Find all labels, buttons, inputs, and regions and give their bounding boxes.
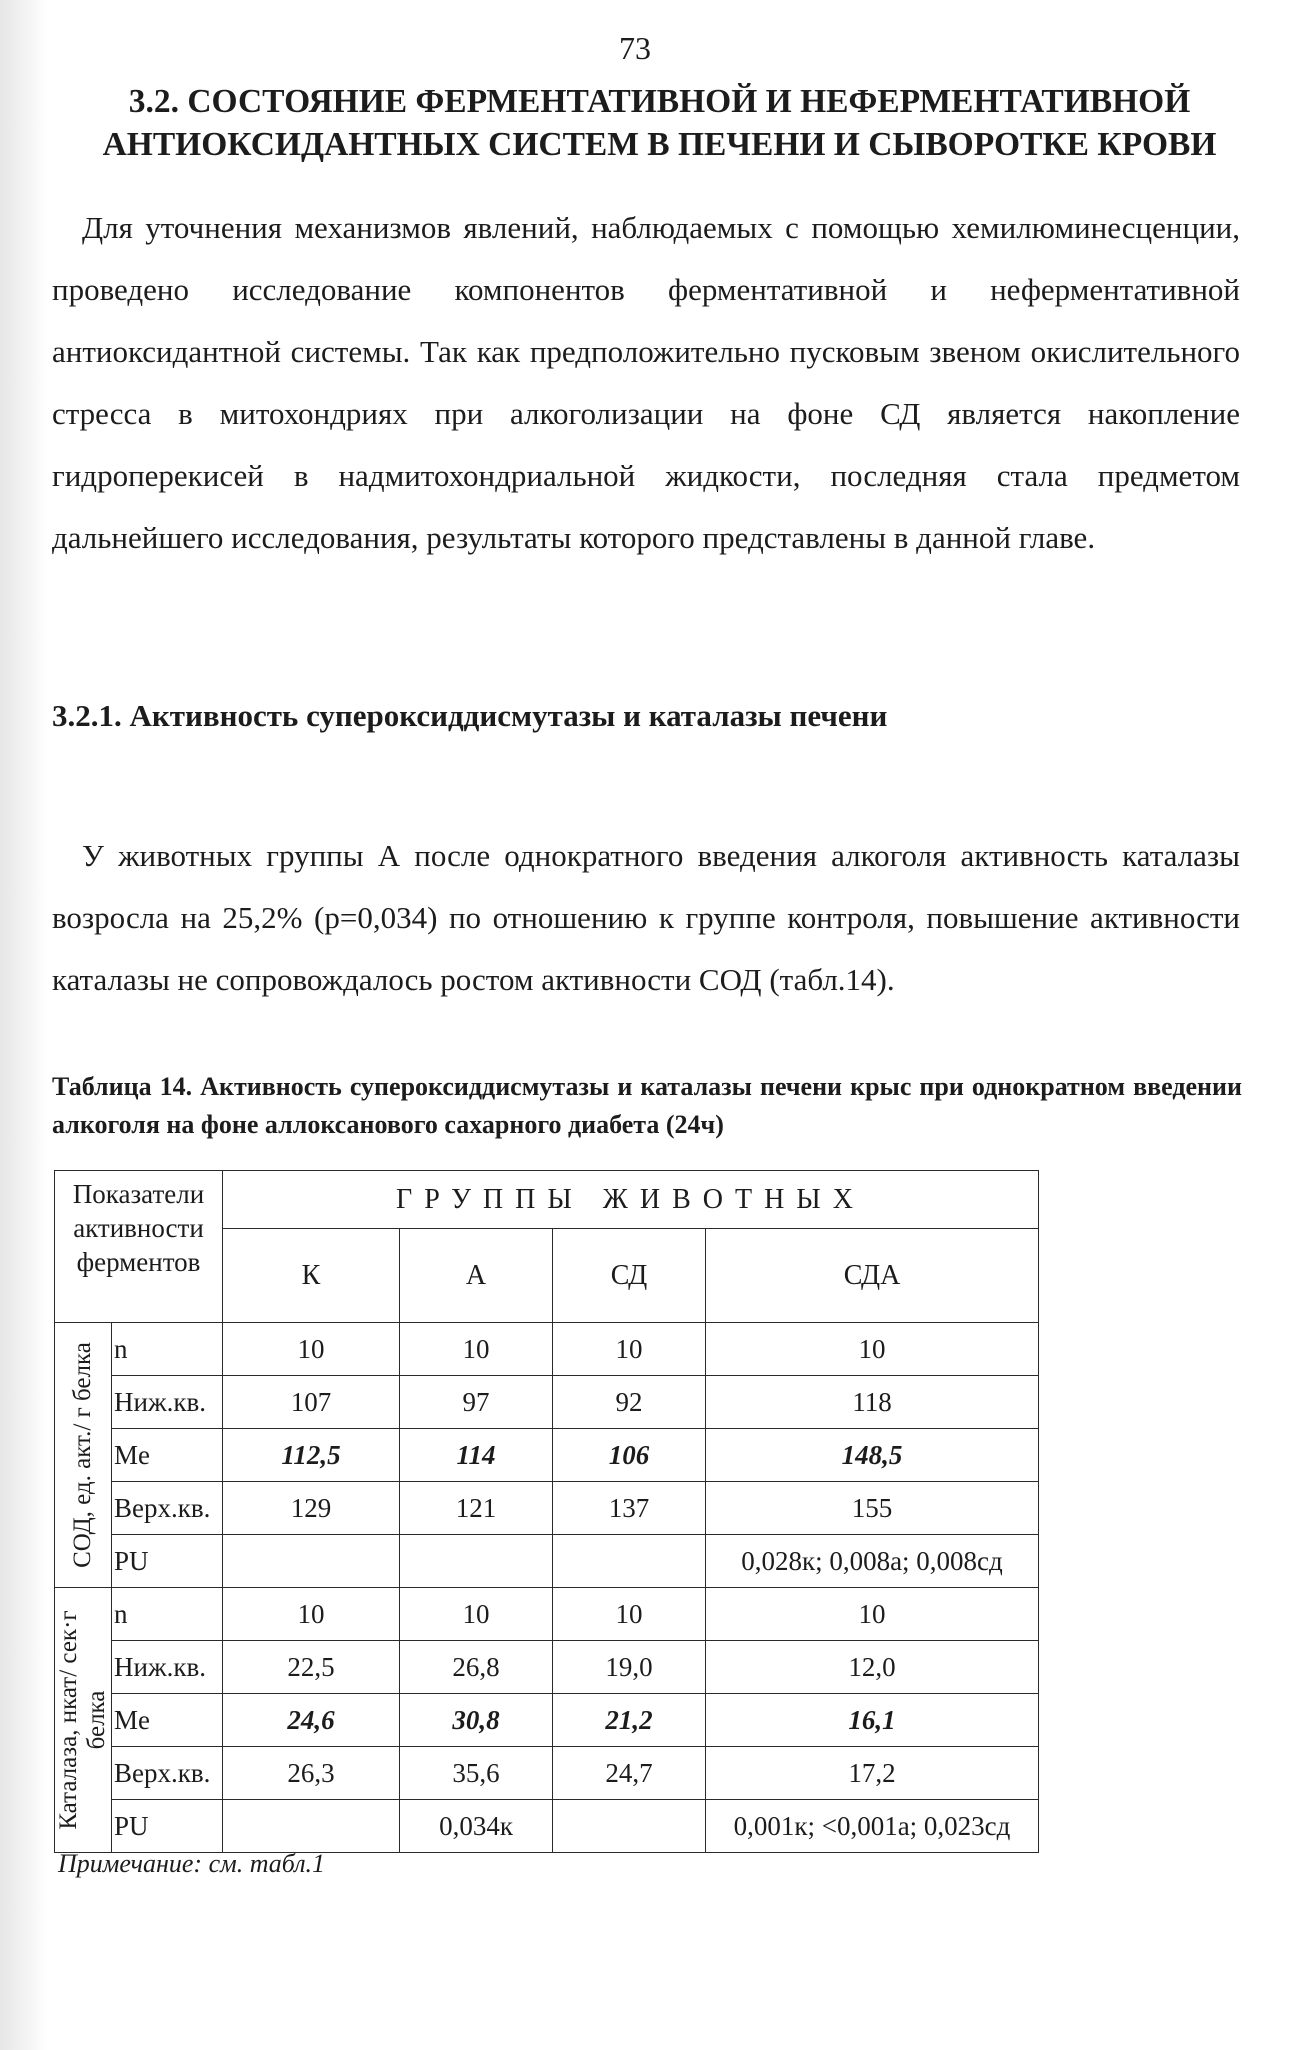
table-cell-pvalue: 0,034к bbox=[400, 1800, 553, 1853]
row-label: n bbox=[112, 1588, 223, 1641]
table-cell: 10 bbox=[400, 1323, 553, 1376]
table-cell: 121 bbox=[400, 1482, 553, 1535]
table-cell-median: 30,8 bbox=[400, 1694, 553, 1747]
table-cell-median: 16,1 bbox=[706, 1694, 1039, 1747]
results-paragraph: У животных группы А после однократного введения алкоголя активность каталазы возросла на 25,2% (р=0,034) по отношению к группе контроля, повышение активности каталазы не сопровождалось ростом активности СОД (табл.14). bbox=[52, 838, 1240, 997]
groups-header: ГРУППЫ ЖИВОТНЫХ bbox=[223, 1171, 1039, 1229]
table-cell bbox=[553, 1535, 706, 1588]
table-cell: 155 bbox=[706, 1482, 1039, 1535]
indicator-header: Показатели активности ферментов bbox=[55, 1171, 223, 1323]
table-cell: 118 bbox=[706, 1376, 1039, 1429]
table-cell-pvalue: 0,028к; 0,008а; 0,008сд bbox=[706, 1535, 1039, 1588]
section-heading: 3.2.1. Активность супероксиддисмутазы и каталазы печени bbox=[52, 698, 888, 733]
table-cell: 10 bbox=[223, 1588, 400, 1641]
chapter-title-line-1: 3.2. СОСТОЯНИЕ ФЕРМЕНТАТИВНОЙ И НЕФЕРМЕНТАТИВНОЙ bbox=[128, 83, 1191, 120]
sod-label-cell bbox=[55, 1323, 112, 1588]
table-cell: 137 bbox=[553, 1482, 706, 1535]
table-cell-pvalue: 0,001к; <0,001а; 0,023сд bbox=[706, 1800, 1039, 1853]
row-label: n bbox=[112, 1323, 223, 1376]
table-cell: 10 bbox=[553, 1323, 706, 1376]
table-cell: 97 bbox=[400, 1376, 553, 1429]
group-header-a: А bbox=[400, 1229, 553, 1323]
table-cell-median: 24,6 bbox=[223, 1694, 400, 1747]
catalase-label-cell bbox=[55, 1588, 112, 1853]
table-cell: 92 bbox=[553, 1376, 706, 1429]
table-cell bbox=[223, 1535, 400, 1588]
table-cell: 17,2 bbox=[706, 1747, 1039, 1800]
row-label: PU bbox=[112, 1535, 223, 1588]
enzyme-activity-table bbox=[54, 1170, 1039, 1853]
table-cell: 35,6 bbox=[400, 1747, 553, 1800]
catalase-label: Каталаза, нкат/ сек·г белка bbox=[55, 1610, 110, 1830]
table-note: Примечание: см. табл.1 bbox=[58, 1849, 326, 1878]
table-cell: 10 bbox=[400, 1588, 553, 1641]
scan-edge-shadow bbox=[0, 0, 48, 2050]
table-caption: Таблица 14. Активность супероксиддисмутазы и каталазы печени крыс при однократном введении алкоголя на фоне аллоксанового сахарного диабета (24ч) bbox=[52, 1072, 1242, 1139]
row-label: PU bbox=[112, 1800, 223, 1853]
row-label: Me bbox=[112, 1429, 223, 1482]
group-header-k: К bbox=[223, 1229, 400, 1323]
table-cell: 10 bbox=[223, 1323, 400, 1376]
table-cell: 26,3 bbox=[223, 1747, 400, 1800]
sod-label: СОД, ед. акт./ г белка bbox=[69, 1342, 96, 1568]
table-cell: 10 bbox=[553, 1588, 706, 1641]
table-cell-median: 112,5 bbox=[223, 1429, 400, 1482]
page-number: 73 bbox=[619, 30, 651, 66]
row-label: Верх.кв. bbox=[112, 1747, 223, 1800]
table-cell: 12,0 bbox=[706, 1641, 1039, 1694]
table-cell: 10 bbox=[706, 1588, 1039, 1641]
group-header-sd: СД bbox=[553, 1229, 706, 1323]
table-cell: 26,8 bbox=[400, 1641, 553, 1694]
table-cell: 24,7 bbox=[553, 1747, 706, 1800]
table-cell: 22,5 bbox=[223, 1641, 400, 1694]
table-cell: 10 bbox=[706, 1323, 1039, 1376]
group-header-sda: СДА bbox=[706, 1229, 1039, 1323]
intro-paragraph: Для уточнения механизмов явлений, наблюдаемых с помощью хемилюминесценции, проведено исследование компонентов ферментативной и неферментативной антиоксидантной системы. Так как предположительно пусковым звеном окислительного стресса в митохондриях при алкоголизации на фоне СД является накопление гидроперекисей в надмитохондриальной жидкости, последняя стала предметом дальнейшего исследования, результаты которого представлены в данной главе. bbox=[52, 210, 1240, 555]
table-cell-median: 148,5 bbox=[706, 1429, 1039, 1482]
table-cell-median: 106 bbox=[553, 1429, 706, 1482]
table-cell-median: 114 bbox=[400, 1429, 553, 1482]
table-cell bbox=[223, 1800, 400, 1853]
table-cell: 107 bbox=[223, 1376, 400, 1429]
row-label: Ниж.кв. bbox=[112, 1641, 223, 1694]
table-cell bbox=[553, 1800, 706, 1853]
row-label: Me bbox=[112, 1694, 223, 1747]
table-cell-median: 21,2 bbox=[553, 1694, 706, 1747]
row-label: Ниж.кв. bbox=[112, 1376, 223, 1429]
chapter-title bbox=[72, 80, 1247, 166]
chapter-title-line-2: АНТИОКСИДАНТНЫХ СИСТЕМ В ПЕЧЕНИ И СЫВОРОТКЕ КРОВИ bbox=[102, 126, 1217, 163]
table-cell: 19,0 bbox=[553, 1641, 706, 1694]
row-label: Верх.кв. bbox=[112, 1482, 223, 1535]
table-cell: 129 bbox=[223, 1482, 400, 1535]
table-cell bbox=[400, 1535, 553, 1588]
